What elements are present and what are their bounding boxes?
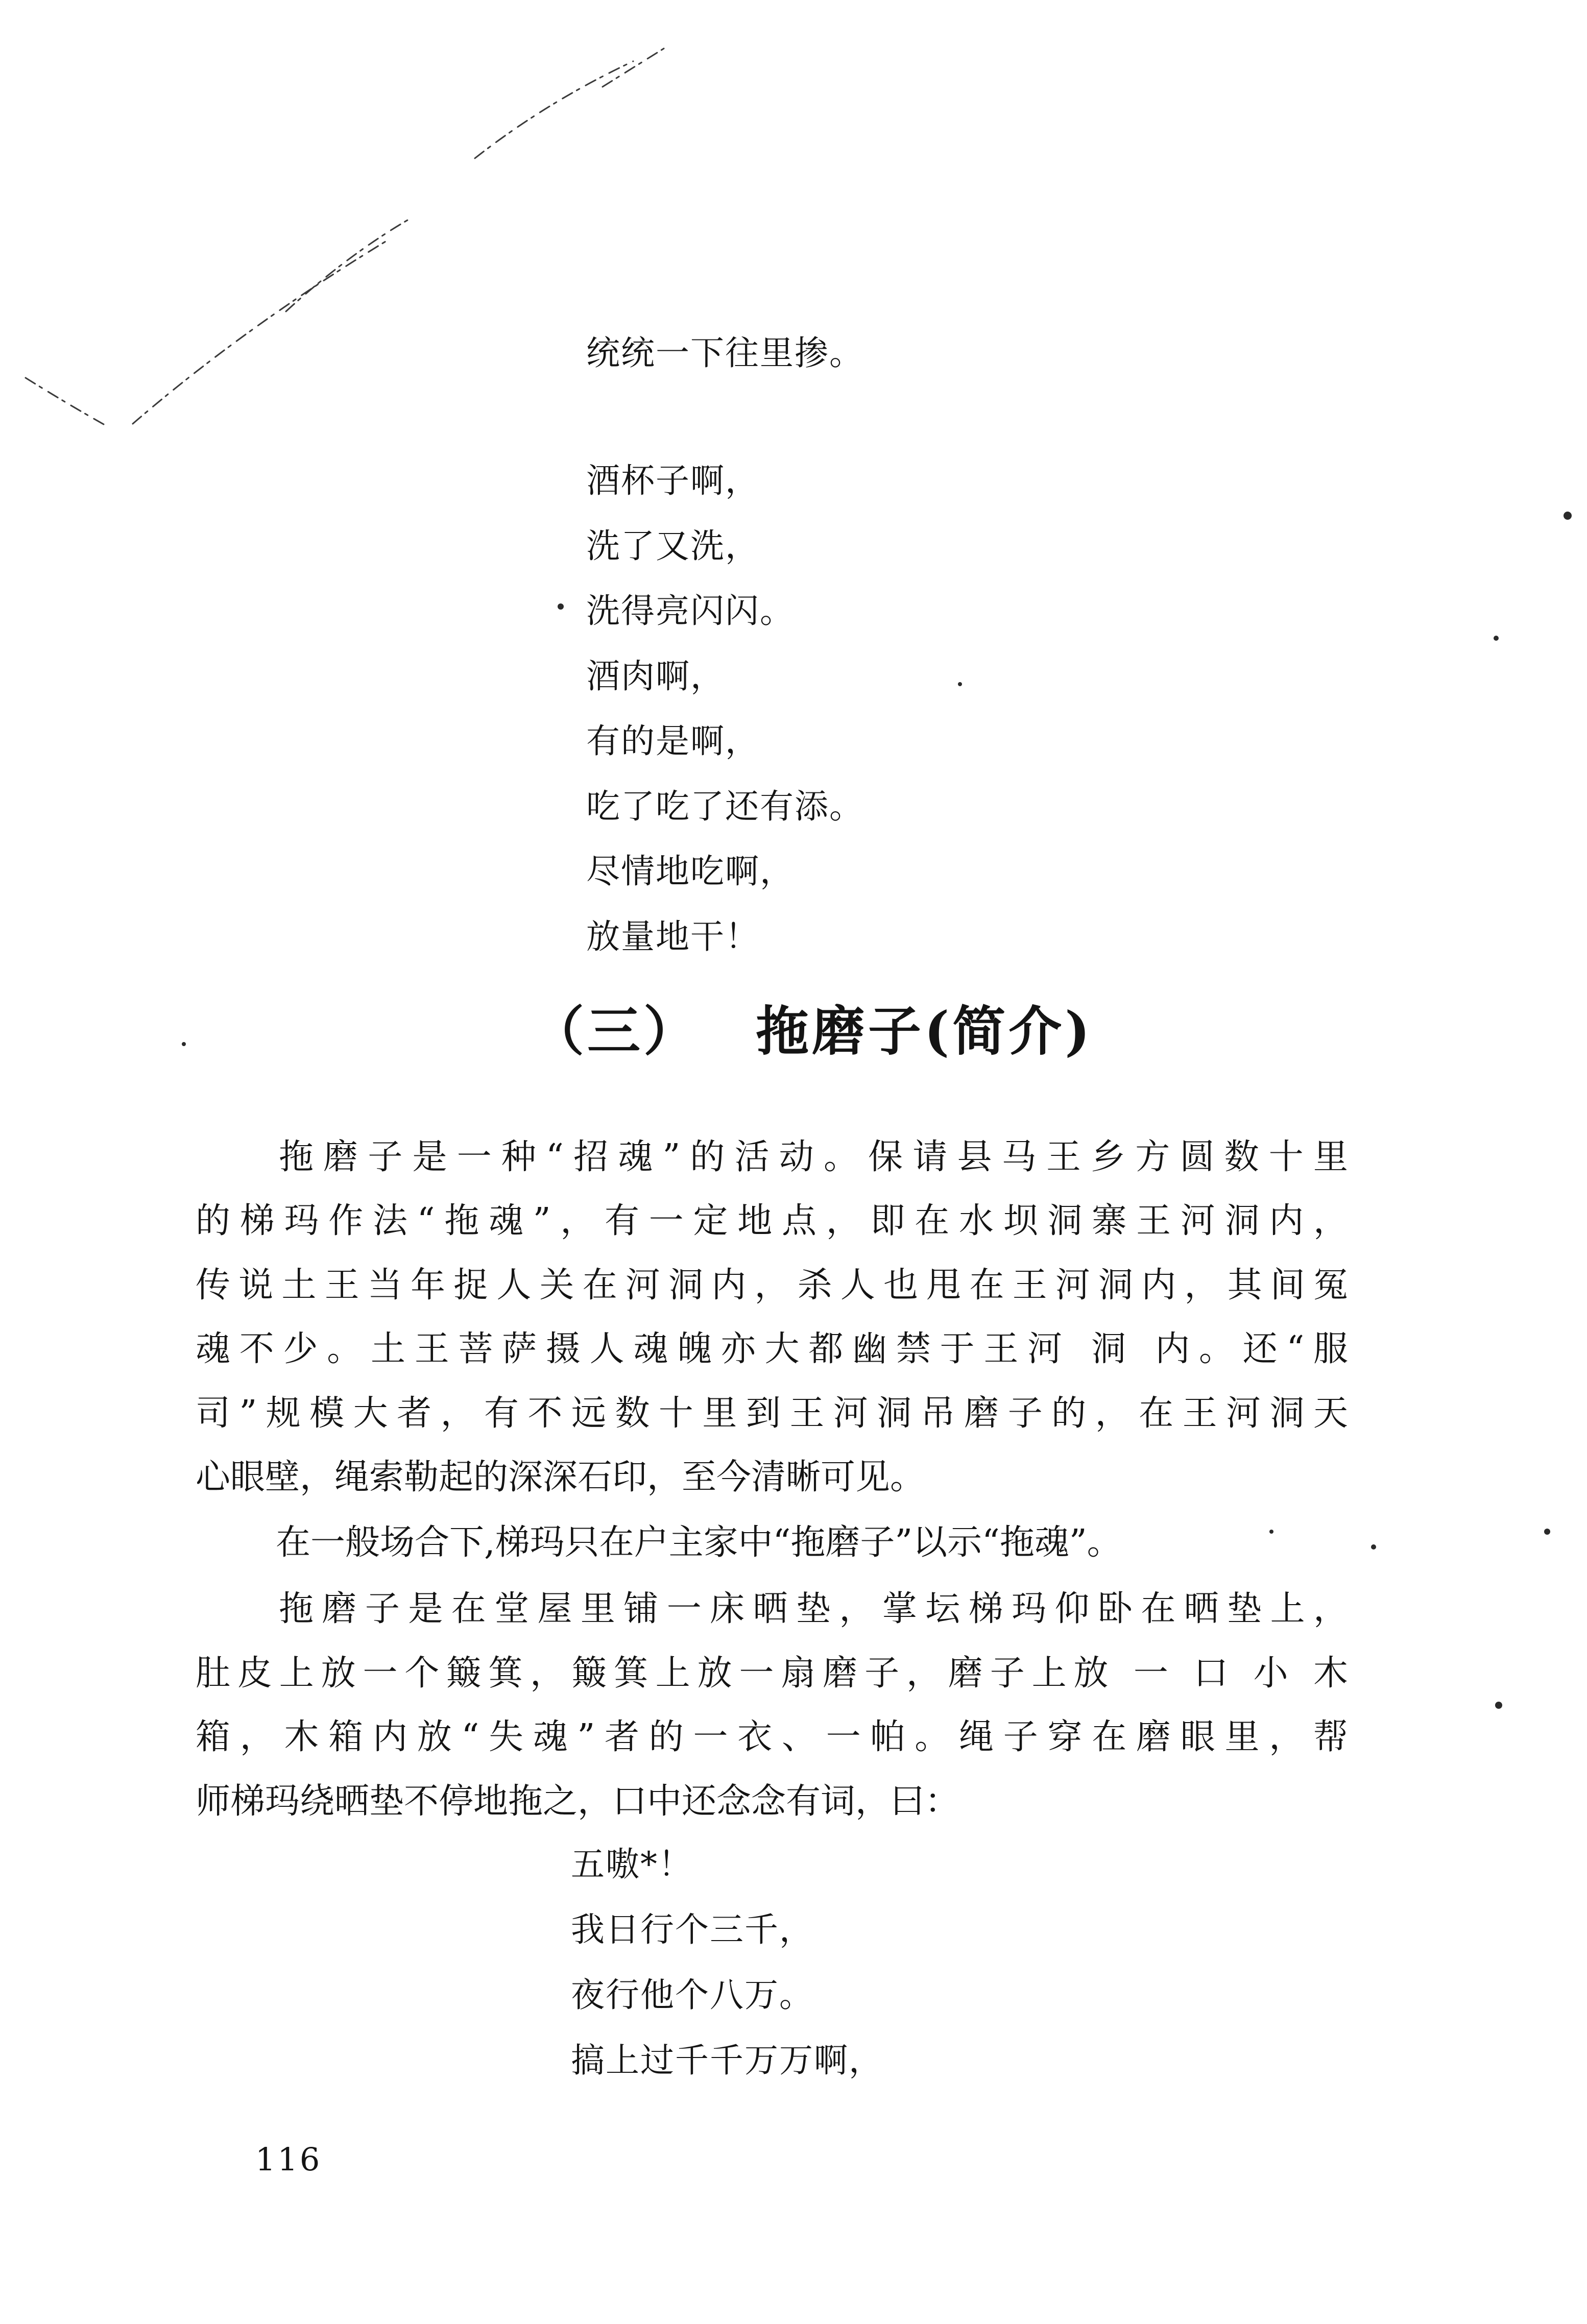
paragraph-line: 拖磨子是在堂屋里铺一床晒垫，掌坛梯玛仰卧在晒垫上， — [279, 1589, 1348, 1629]
section-number: （三） — [531, 1000, 700, 1062]
paragraph-line: 魂不少。土王菩萨摄人魂魄亦大都幽禁于王河 洞 内。还“服 — [196, 1329, 1348, 1369]
poem-line: 统统一下往里掺。 — [586, 333, 864, 373]
scan-stroke — [475, 61, 633, 158]
scan-speck — [558, 603, 564, 610]
paragraph-line: 在一般场合下,梯玛只在户主家中“拖磨子”以示“拖魂”。 — [276, 1522, 1122, 1563]
poem-line: 吃了吃了还有添。 — [586, 787, 864, 826]
paragraph-line: 师梯玛绕晒垫不停地拖之，口中还念念有词，曰： — [196, 1781, 960, 1822]
scan-speck — [1564, 512, 1572, 520]
page-number: 116 — [255, 2141, 322, 2178]
chant-line: 搞上过千千万万啊， — [571, 2041, 883, 2080]
paragraph-line: 拖磨子是一种“招魂”的活动。保请县马王乡方圆数十里 — [279, 1137, 1348, 1177]
scan-speck — [1371, 1544, 1376, 1550]
poem-line: 有的是啊， — [586, 721, 760, 761]
paragraph-line: 箱，木箱内放“失魂”者的一衣、一帕。绳子穿在磨眼里，帮 — [196, 1717, 1348, 1757]
poem-line: 洗了又洗， — [586, 526, 760, 566]
scan-speck — [1544, 1529, 1550, 1535]
scan-speck — [182, 1042, 186, 1046]
poem-line: 酒杯子啊， — [586, 461, 760, 500]
scan-speck — [958, 682, 962, 686]
scan-stroke — [603, 49, 664, 87]
poem-line: 放量地干！ — [586, 917, 760, 956]
paragraph-line: 心眼壁，绳索勒起的深深石印，至今清晰可见。 — [196, 1457, 925, 1497]
scan-stroke — [133, 240, 388, 424]
scan-speck — [1269, 1530, 1273, 1534]
poem-line: 洗得亮闪闪。 — [586, 591, 795, 631]
section-title: 拖磨子(简介) — [756, 1000, 1093, 1062]
chant-line: 五嗷*！ — [571, 1845, 693, 1884]
paragraph-line: 传说土王当年捉人关在河洞内，杀人也甩在王河洞内，其间冤 — [196, 1265, 1348, 1305]
paragraph-line: 肚皮上放一个簸箕，簸箕上放一扇磨子，磨子上放 一 口 小 木 — [196, 1653, 1348, 1693]
poem-line: 尽情地吃啊， — [586, 852, 795, 891]
paragraph-line: 的梯玛作法“拖魂”，有一定地点，即在水坝洞寨王河洞内， — [196, 1201, 1348, 1241]
chant-line: 夜行他个八万。 — [571, 1975, 814, 2015]
chant-line: 我日行个三千， — [571, 1910, 814, 1949]
scan-speck — [1494, 636, 1499, 641]
section-heading — [531, 998, 1093, 1064]
paragraph-line: 司”规模大者，有不远数十里到王河洞吊磨子的，在王河洞天 — [196, 1393, 1348, 1434]
poem-line: 酒肉啊， — [586, 657, 725, 696]
scan-speck — [1495, 1702, 1502, 1709]
scan-stroke — [26, 378, 107, 426]
